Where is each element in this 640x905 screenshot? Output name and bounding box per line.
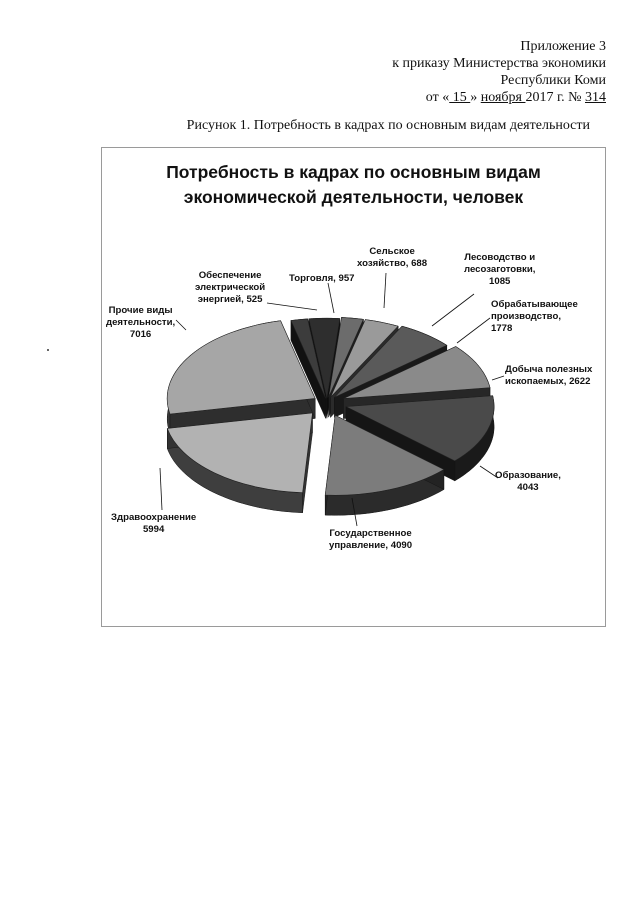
label-agriculture: Сельское хозяйство, 688 — [357, 246, 428, 269]
leader-line-7 — [176, 320, 186, 330]
label-government: Государственное управление, 4090 — [329, 528, 413, 551]
chart-frame — [101, 147, 606, 627]
header-day: 15 — [449, 90, 471, 105]
leader-line-6 — [160, 468, 162, 510]
label-manufacturing: Обрабатывающее производство, 1778 — [491, 299, 578, 334]
leader-line-1 — [432, 294, 474, 326]
leader-line-0 — [384, 273, 386, 308]
chart-title — [102, 160, 605, 210]
pie-chart — [102, 148, 607, 628]
leader-line-8 — [267, 303, 317, 310]
leader-line-9 — [328, 283, 334, 313]
label-mining: Добыча полезных ископаемых, 2622 — [505, 364, 593, 387]
header-month: ноября — [480, 90, 526, 105]
chart-title-line-2: экономической деятельности, человек — [183, 187, 524, 207]
document-header — [392, 38, 606, 106]
header-republic: Республики Коми — [500, 73, 606, 88]
label-other: Прочие виды деятельности, 7016 — [106, 305, 176, 340]
header-number: 314 — [585, 90, 606, 105]
figure-caption: Рисунок 1. Потребность в кадрах по основным видам деятельности — [186, 118, 590, 133]
label-forestry: Лесоводство и лесозаготовки, 1085 — [464, 252, 536, 287]
scan-speck — [47, 349, 49, 351]
header-appendix: Приложение 3 — [520, 39, 606, 54]
label-trade: Торговля, 957 — [289, 273, 355, 284]
header-order: к приказу Министерства экономики — [392, 56, 606, 71]
label-education: Образование, 4043 — [495, 470, 561, 493]
header-date-line: от « 15 » ноября 2017 г. № 314 — [425, 90, 606, 105]
label-healthcare: Здравоохранение 5994 — [111, 512, 197, 535]
leader-line-3 — [492, 376, 504, 380]
leader-line-2 — [457, 318, 490, 343]
pie-slice-6 — [167, 413, 312, 513]
label-electricity: Обеспечение электрической энергией, 525 — [195, 270, 266, 305]
chart-title-line-1: Потребность в кадрах по основным видам — [166, 162, 541, 182]
